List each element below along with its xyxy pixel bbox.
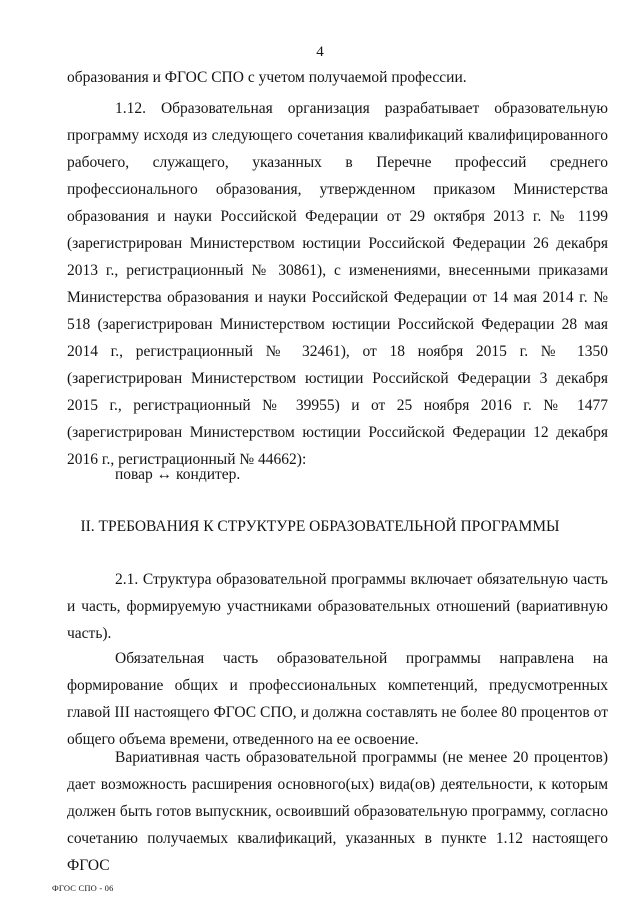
variable-part-paragraph: Вариативная часть образовательной программы (не менее 20 процентов) дает возможность расширения основного(ых) вида(ов) деятельности, к которым должен быть готов выпускник, освоивший образовательную программу, согласно сочетанию получаемых квалификаций, указанных в пункте 1.12 настоящего ФГОС bbox=[67, 749, 608, 874]
intro-line: образования и ФГОС СПО с учетом получаемой профессии. bbox=[67, 69, 467, 86]
footer-label: ФГОС СПО - 06 bbox=[52, 883, 114, 893]
clause-2-1-paragraph: 2.1. Структура образовательной программы включает обязательную часть и часть, формируемую участниками образовательных отношений (вариативную часть). bbox=[67, 571, 608, 642]
page-number: 4 bbox=[316, 44, 324, 60]
mandatory-part-paragraph: Обязательная часть образовательной программы направлена на формирование общих и профессиональных компетенций, предусмотренных главой III настоящего ФГОС СПО, и должна составлять не более 80 процентов от общего объема времени, отведенного на ее освоение. bbox=[67, 650, 608, 748]
section-heading: II. ТРЕБОВАНИЯ К СТРУКТУРЕ ОБРАЗОВАТЕЛЬНОЙ ПРОГРАММЫ bbox=[80, 518, 560, 535]
qualification-pair: повар ↔ кондитер. bbox=[115, 466, 241, 483]
clause-1-12-paragraph: 1.12. Образовательная организация разрабатывает образовательную программу исходя из следующего сочетания квалификаций квалифицированного рабочего, служащего, указанных в Перечне профессий среднего профессионального образования, утвержденном приказом Министерства образования и науки Российской Федерации от 29 октября 2013 г. № 1199 (зарегистрирован Министерством юстиции Российской Федерации 26 декабря 2013 г., регистрационный № 30861), с изменениями, внесенными приказами Министерства образования и науки Российской Федерации от 14 мая 2014 г. № 518 (зарегистрирован Министерством юстиции Российской Федерации 28 мая 2014 г., регистрационный № 32461), от 18 ноября 2015 г. № 1350 (зарегистрирован Министерством юстиции Российской Федерации 3 декабря 2015 г., регистрационный № 39955) и от 25 ноября 2016 г. № 1477 (зарегистрирован Министерством юстиции Российской Федерации 12 декабря 2016 г., регистрационный № 44662): bbox=[67, 100, 608, 468]
